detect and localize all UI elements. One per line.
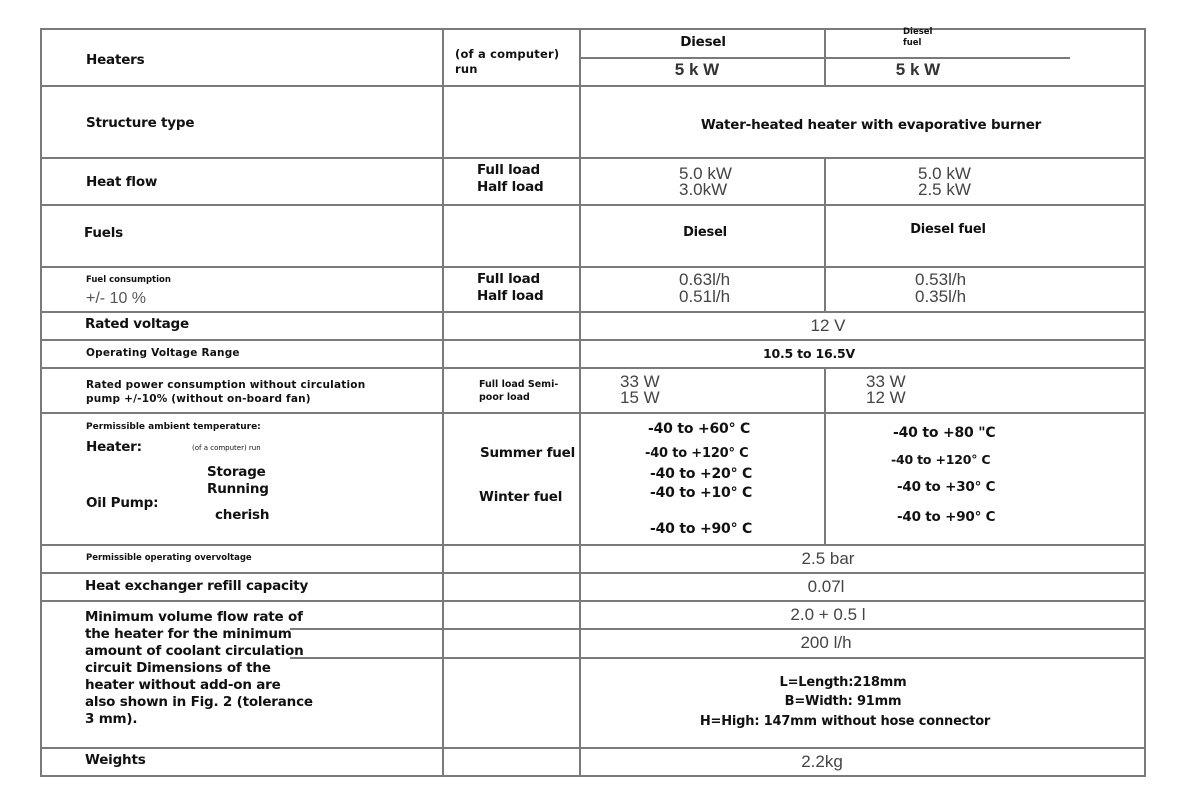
min-flow-label — [85, 609, 313, 728]
fuel-consumption-condition-half: Half load — [477, 288, 544, 304]
dimension-length: L=Length:218mm — [779, 675, 907, 690]
overvoltage-value: 2.5 bar — [801, 549, 855, 568]
heat-flow-col2-full: 5.0 kW — [918, 164, 971, 183]
heater-run-sublabel: (of a computer) run — [192, 444, 261, 452]
structure-type-label: Structure type — [86, 115, 195, 131]
column-divider-2 — [579, 29, 581, 777]
operation-label-text: (of a computer) run — [455, 47, 560, 76]
table-border-left — [40, 29, 42, 777]
min-flow-label-line: amount of coolant circulation — [85, 643, 304, 659]
ambient-col2-heater-run: -40 to +80 "C — [893, 425, 996, 441]
min-flow-value-1: 2.0 + 0.5 l — [790, 605, 866, 624]
storage-label: Storage — [207, 464, 266, 480]
col1-fuel-header: Diesel — [680, 34, 726, 50]
winter-fuel-label: Winter fuel — [479, 489, 563, 505]
dimension-height: H=High: 147mm without hose connector — [699, 714, 991, 729]
row-line — [40, 367, 1146, 369]
operating-voltage-range-label: Operating Voltage Range — [86, 347, 240, 359]
row-line — [580, 57, 1070, 59]
row-line — [40, 266, 1146, 268]
ambient-col1-running-winter: -40 to +10° C — [650, 485, 753, 501]
heat-flow-condition-half: Half load — [477, 179, 544, 195]
min-flow-label-line: Minimum volume flow rate of — [85, 609, 303, 625]
dimension-width: B=Width: 91mm — [784, 694, 902, 709]
weights-label: Weights — [85, 752, 146, 768]
rated-power-col1-semi: 15 W — [620, 388, 660, 407]
row-line — [40, 157, 1146, 159]
min-flow-value-2: 200 l/h — [800, 633, 852, 652]
ambient-temperature-label: Permissible ambient temperature: — [86, 422, 261, 432]
min-flow-label-line: also shown in Fig. 2 (tolerance — [85, 694, 313, 710]
row-line — [40, 544, 1146, 546]
row-line — [40, 572, 1146, 574]
running-label: Running — [207, 481, 269, 497]
row-line — [40, 775, 1146, 777]
operating-voltage-range-value: 10.5 to 16.5V — [762, 346, 856, 361]
fuels-col1: Diesel — [683, 225, 727, 240]
rated-power-col2-semi: 12 W — [866, 388, 906, 407]
ambient-col1-cherish: -40 to +90° C — [650, 521, 753, 537]
ambient-col2-storage: -40 to +120° C — [891, 452, 991, 467]
structure-type-value: Water-heated heater with evaporative burner — [700, 117, 1042, 133]
fuel-consumption-col2-full: 0.53l/h — [915, 270, 967, 289]
value-divider-power — [824, 368, 826, 545]
min-flow-label-line: circuit Dimensions of the — [85, 660, 271, 676]
row-line — [40, 412, 1146, 414]
row-line — [290, 657, 1146, 659]
fuel-consumption-col1-full: 0.63l/h — [679, 270, 731, 289]
min-flow-label-line: the heater for the minimum — [85, 626, 292, 642]
col1-power-header: 5 k W — [674, 60, 720, 79]
row-line — [290, 628, 1146, 630]
rated-power-label-line1: Rated power consumption without circulation — [86, 379, 366, 391]
rated-power-col1-full: 33 W — [620, 372, 660, 391]
row-line — [40, 28, 1146, 30]
fuel-consumption-tolerance: +/- 10 % — [86, 290, 147, 307]
fuels-col2: Diesel fuel — [910, 222, 986, 237]
oil-pump-label: Oil Pump: — [86, 495, 159, 511]
row-line — [40, 339, 1146, 341]
row-line — [40, 204, 1146, 206]
fuel-consumption-col2-half: 0.35l/h — [915, 287, 967, 306]
table-border-right — [1144, 29, 1146, 777]
operation-label — [455, 47, 575, 77]
cherish-label: cherish — [215, 507, 270, 523]
ambient-col1-running-summer: -40 to +20° C — [650, 466, 753, 482]
fuel-consumption-label: Fuel consumption — [86, 275, 171, 285]
fuel-consumption-condition-full: Full load — [477, 271, 540, 287]
refill-capacity-value: 0.07l — [807, 577, 845, 596]
heat-flow-condition-full: Full load — [477, 162, 540, 178]
row-line — [40, 747, 1146, 749]
col2-fuel-header: Diesel fuel — [903, 27, 933, 48]
rated-voltage-value: 12 V — [810, 316, 846, 335]
rated-voltage-label: Rated voltage — [85, 316, 189, 332]
summer-fuel-label: Summer fuel — [480, 445, 576, 461]
row-line — [40, 600, 1146, 602]
overvoltage-label: Permissible operating overvoltage — [86, 553, 252, 563]
heaters-label: Heaters — [86, 52, 145, 68]
rated-power-condition-line2: poor load — [479, 392, 530, 403]
col2-power-header: 5 k W — [895, 60, 941, 79]
fuels-label: Fuels — [84, 225, 123, 241]
value-divider-heatflow — [824, 158, 826, 312]
ambient-col1-storage: -40 to +120° C — [645, 446, 749, 461]
fuel-consumption-col1-half: 0.51l/h — [679, 287, 731, 306]
weights-value: 2.2kg — [801, 752, 843, 771]
ambient-col2-running: -40 to +30° C — [897, 479, 996, 495]
row-line — [40, 85, 1146, 87]
ambient-col1-heater-run: -40 to +60° C — [648, 421, 751, 437]
row-line — [40, 311, 1146, 313]
ambient-col2-cherish: -40 to +90° C — [897, 509, 996, 525]
min-flow-label-line: heater without add-on are — [85, 677, 281, 693]
heat-flow-col1-full: 5.0 kW — [679, 164, 732, 183]
heat-flow-col1-half: 3.0kW — [679, 180, 728, 199]
rated-power-condition-line1: Full load Semi- — [479, 379, 559, 390]
column-divider-1 — [442, 29, 444, 777]
min-flow-label-line: 3 mm). — [85, 711, 138, 727]
refill-capacity-label: Heat exchanger refill capacity — [85, 578, 309, 594]
rated-power-label-line2: pump +/-10% (without on-board fan) — [86, 393, 311, 405]
heater-sublabel: Heater: — [86, 439, 142, 455]
rated-power-col2-full: 33 W — [866, 372, 906, 391]
heat-flow-col2-half: 2.5 kW — [918, 180, 971, 199]
heat-flow-label: Heat flow — [86, 174, 158, 190]
